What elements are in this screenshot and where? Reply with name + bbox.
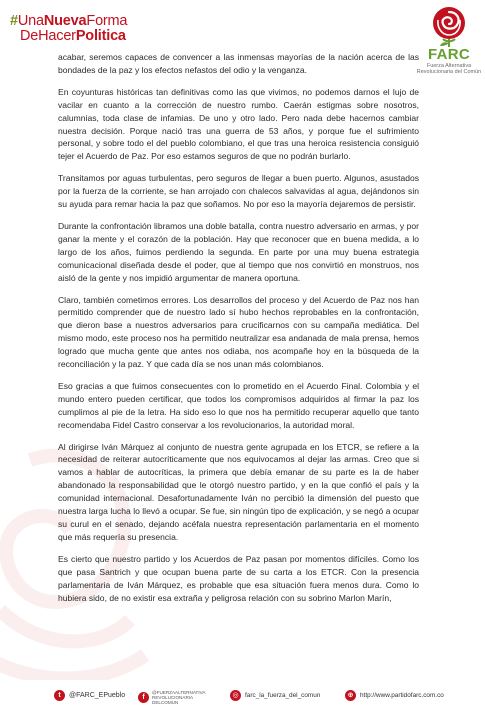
hashtag-word-una: Una: [17, 13, 44, 29]
paragraph: acabar, seremos capaces de convencer a las inmensas mayorías de la nación acerca de las bondades de la paz y los efectos nefastos del odio y la venganza.: [58, 52, 419, 75]
farc-logo: [414, 6, 484, 75]
paragraph: Transitamos por aguas turbulentas, pero seguros de llegar a buen puerto. Algunos, asustados por la fuerza de la corriente, se han arrojado con chalecos salvavidas al agua, dejándonos sin su ayuda para remar hacia la paz que soñamos. No por eso la mayoría dejaremos de persistir.: [58, 173, 419, 210]
hashtag-symbol: #: [10, 13, 18, 29]
footer-instagram[interactable]: [230, 690, 320, 701]
twitter-icon: t: [54, 690, 65, 701]
hashtag-line-1: [10, 14, 127, 29]
instagram-icon: ◎: [230, 690, 241, 701]
paragraph: Al dirigirse Iván Márquez al conjunto de nuestra gente agrupada en los ETCR, se refiere a la necesidad de reiterar autocríticamente que nos equivocamos al dejar las armas. Creo que si vamos a hablar de autocríticas, la primera que debía emanar de su parte es la de haber abandonado la responsabilidad que le otorgó nuestro partido, y en la que confió el país y la comunidad internacional. Desafortunadamente Iván no percibió la dimensión del puesto que nuestra larga lucha lo llevó a ocupar. Se fue, sin ningún tipo de explicación, y se negó a ocupar su curul en el senado, dejando acéfala nuestra representación parlamentaria en el momento que más requería su presencia.: [58, 441, 419, 542]
campaign-hashtag: [10, 14, 127, 44]
paragraph: Es cierto que nuestro partido y los Acuerdos de Paz pasan por momentos difíciles. Como los que pasa Santrich y que ocupan buena parte de su carta a los ETCR. Con la presencia parlamentaria de Iván Márquez, es probable que esa situación fuera menos dura. Como lo hubiera sido, de no existir esa extraña y peligrosa relación con su sobrino Marlon Marín,: [58, 553, 419, 603]
footer-social-bar: [0, 690, 485, 710]
paragraph: Claro, también cometimos errores. Los desarrollos del proceso y del Acuerdo de Paz nos han permitido comprender que de nuestro lado sí hubo hechos reprobables en la confrontación, que dieron base a nuestros adversarios para crucificarnos con su campaña mediática. Del mismo modo, este proceso nos ha permitido neutralizar esa andanada de mala prensa, hemos logrado que mucha gente que antes nos odiaba, nos acompañe hoy en la búsqueda de la reconciliación y la paz. Y que cada día se nos unan más colombianos.: [58, 294, 419, 370]
paragraph: Durante la confrontación libramos una doble batalla, contra nuestro adversario en armas, y por ganar la mente y el corazón de la población. Hay que reconocer que en buena medida, a lo largo de los años, fuimos perdiendo la segunda. En parte por una muy buena estrategia comunicacional diseñada desde el poder, que al tiempo que nos convirtió en monstruos, nos aisló de la gente y nos impidió argumentar de manera oportuna.: [58, 220, 419, 283]
letter-body: [58, 51, 419, 604]
paragraph: En coyunturas históricas tan definitivas como las que vivimos, no podemos darnos el lujo de vacilar en cuanto a la corrección de nuestro rumbo. Caerán estigmas sobre nosotros, calumnias, toda clase de infamias. De uno y otro lado. Pero nada debe hacernos cambiar nuestra decisión. Porque nació tras una guerra de 53 años, y porque fue el sufrimiento personal, y sobre todo el del pueblo colombiano, el que tras una heroica resistencia consiguió tejer el Acuerdo de Paz. Por eso estamos seguros de que no podrán burlarlo.: [58, 86, 419, 162]
logo-wordmark: FARC: [427, 46, 471, 63]
footer-facebook[interactable]: [138, 690, 206, 706]
facebook-icon: f: [138, 692, 149, 703]
footer-website[interactable]: [345, 690, 444, 701]
facebook-handle[interactable]: @FUERZAALTERNATIVA REVOLUCIONARIA DELCOMUN: [152, 690, 206, 706]
globe-icon: ⊕: [345, 690, 356, 701]
twitter-handle[interactable]: @FARC_EPueblo: [69, 692, 126, 699]
hashtag-word-politica: Politica: [75, 28, 126, 44]
logo-subtitle-2: Revolucionaria del Común: [416, 69, 482, 75]
logo-subtitle-1: Fuerza Alternativa: [426, 63, 472, 69]
rose-icon: [429, 6, 469, 48]
hashtag-line-2: [10, 29, 127, 44]
website-link[interactable]: http://www.partidofarc.com.co: [360, 692, 444, 699]
footer-twitter[interactable]: [54, 690, 125, 701]
hashtag-word-forma: Forma: [86, 13, 128, 29]
hashtag-word-dehacer: DeHacer: [20, 28, 76, 44]
paragraph: Eso gracias a que fuimos consecuentes con lo prometido en el Acuerdo Final. Colombia y el mundo entero pueden certificar, que todos los compromisos adquiridos al firmar la paz los cumplimos al pie de la letra. Ha sido eso lo que nos ha permitido recuperar aquello que tanto recomendaba Fidel Castro conservar a los revolucionarios, la autoridad moral.: [58, 380, 419, 430]
instagram-handle[interactable]: farc_la_fuerza_del_comun: [245, 692, 321, 699]
hashtag-word-nueva: Nueva: [43, 13, 87, 29]
